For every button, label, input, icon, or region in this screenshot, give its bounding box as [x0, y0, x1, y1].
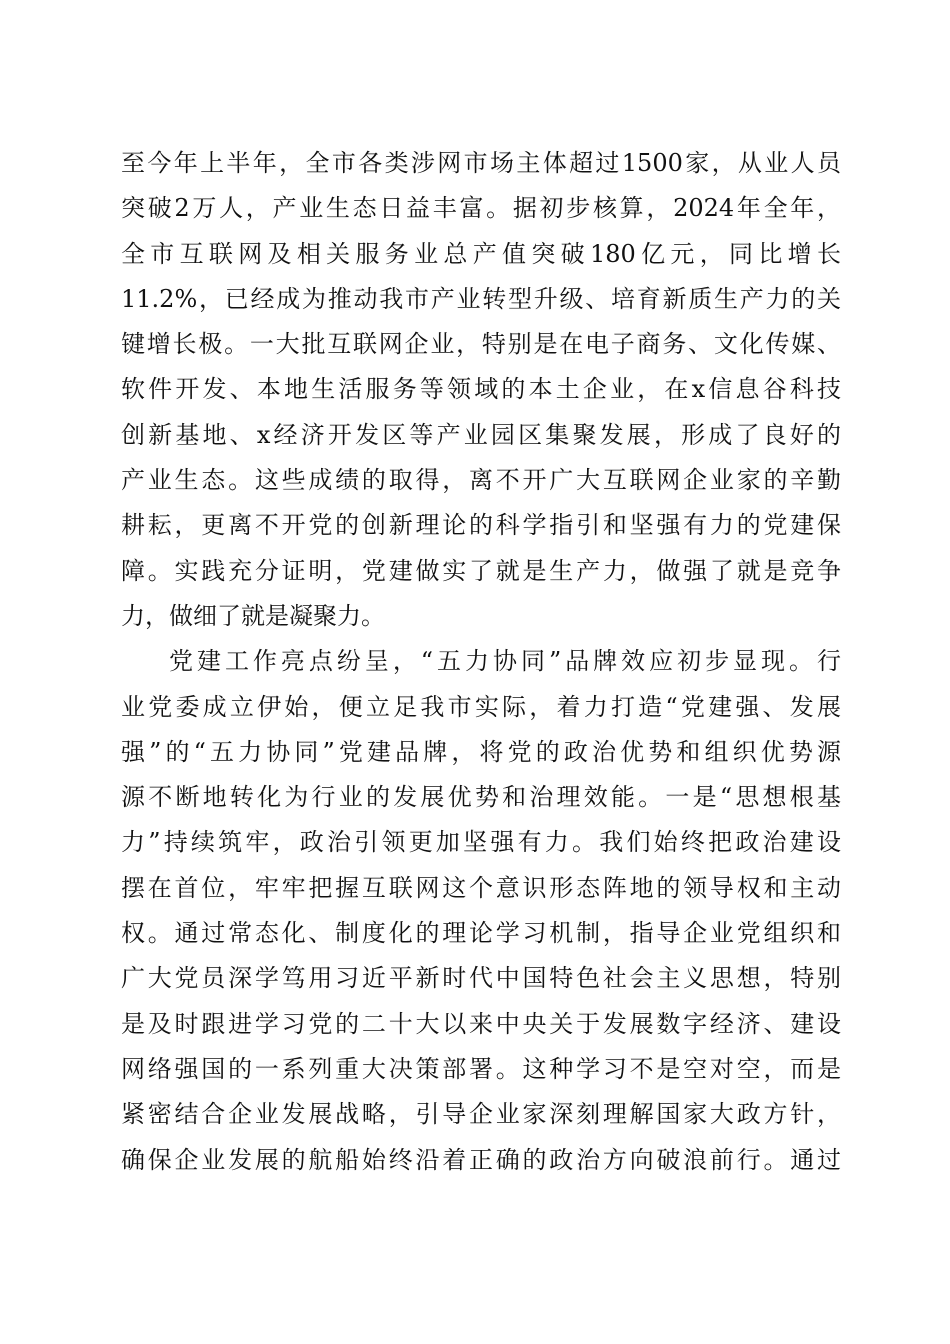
paragraph-2-line-9: 是及时跟进学习党的二十大以来中央关于发展数字经济、建设	[121, 1009, 841, 1038]
paragraph-1-line-9: 耕耘，更离不开党的创新理论的科学指引和坚强有力的党建保	[121, 511, 841, 540]
paragraph-1-line-2: 突破2万人，产业生态日益丰富。据初步核算，2024年全年，	[121, 194, 841, 223]
paragraph-2-line-1: 党建工作亮点纷呈，“五力协同”品牌效应初步显现。行	[169, 647, 841, 676]
paragraph-1-line-6: 软件开发、本地生活服务等领域的本土企业，在x信息谷科技	[121, 375, 841, 404]
paragraph-2-line-12: 确保企业发展的航船始终沿着正确的政治方向破浪前行。通过	[121, 1145, 841, 1174]
paragraph-2-line-10: 网络强国的一系列重大决策部署。这种学习不是空对空，而是	[121, 1054, 841, 1083]
paragraph-1-line-4: 11.2%，已经成为推动我市产业转型升级、培育新质生产力的关	[121, 284, 841, 313]
paragraph-2-line-7: 权。通过常态化、制度化的理论学习机制，指导企业党组织和	[121, 919, 841, 948]
paragraph-1-line-7: 创新基地、x经济开发区等产业园区集聚发展，形成了良好的	[121, 420, 841, 449]
paragraph-2-line-2: 业党委成立伊始，便立足我市实际，着力打造“党建强、发展	[121, 692, 841, 721]
paragraph-2-line-5: 力”持续筑牢，政治引领更加坚强有力。我们始终把政治建设	[121, 828, 841, 857]
paragraph-2-line-3: 强”的“五力协同”党建品牌，将党的政治优势和组织优势源	[121, 737, 841, 766]
paragraph-1-line-5: 键增长极。一大批互联网企业，特别是在电子商务、文化传媒、	[121, 330, 841, 359]
paragraph-1-line-1: 至今年上半年，全市各类涉网市场主体超过1500家，从业人员	[121, 149, 841, 177]
paragraph-2-line-4: 源不断地转化为行业的发展优势和治理效能。一是“思想根基	[121, 783, 841, 812]
paragraph-1-line-8: 产业生态。这些成绩的取得，离不开广大互联网企业家的辛勤	[121, 466, 841, 495]
paragraph-1-line-11: 力，做细了就是凝聚力。	[121, 601, 385, 630]
paragraph-2-line-8: 广大党员深学笃用习近平新时代中国特色社会主义思想，特别	[121, 964, 841, 993]
paragraph-2-line-11: 紧密结合企业发展战略，引导企业家深刻理解国家大政方针，	[121, 1100, 841, 1129]
paragraph-1-line-3: 全市互联网及相关服务业总产值突破180亿元，同比增长	[121, 239, 841, 268]
paragraph-1-line-10: 障。实践充分证明，党建做实了就是生产力，做强了就是竞争	[121, 556, 841, 585]
document-body	[121, 141, 841, 1183]
paragraph-2-line-6: 摆在首位，牢牢把握互联网这个意识形态阵地的领导权和主动	[121, 873, 841, 902]
